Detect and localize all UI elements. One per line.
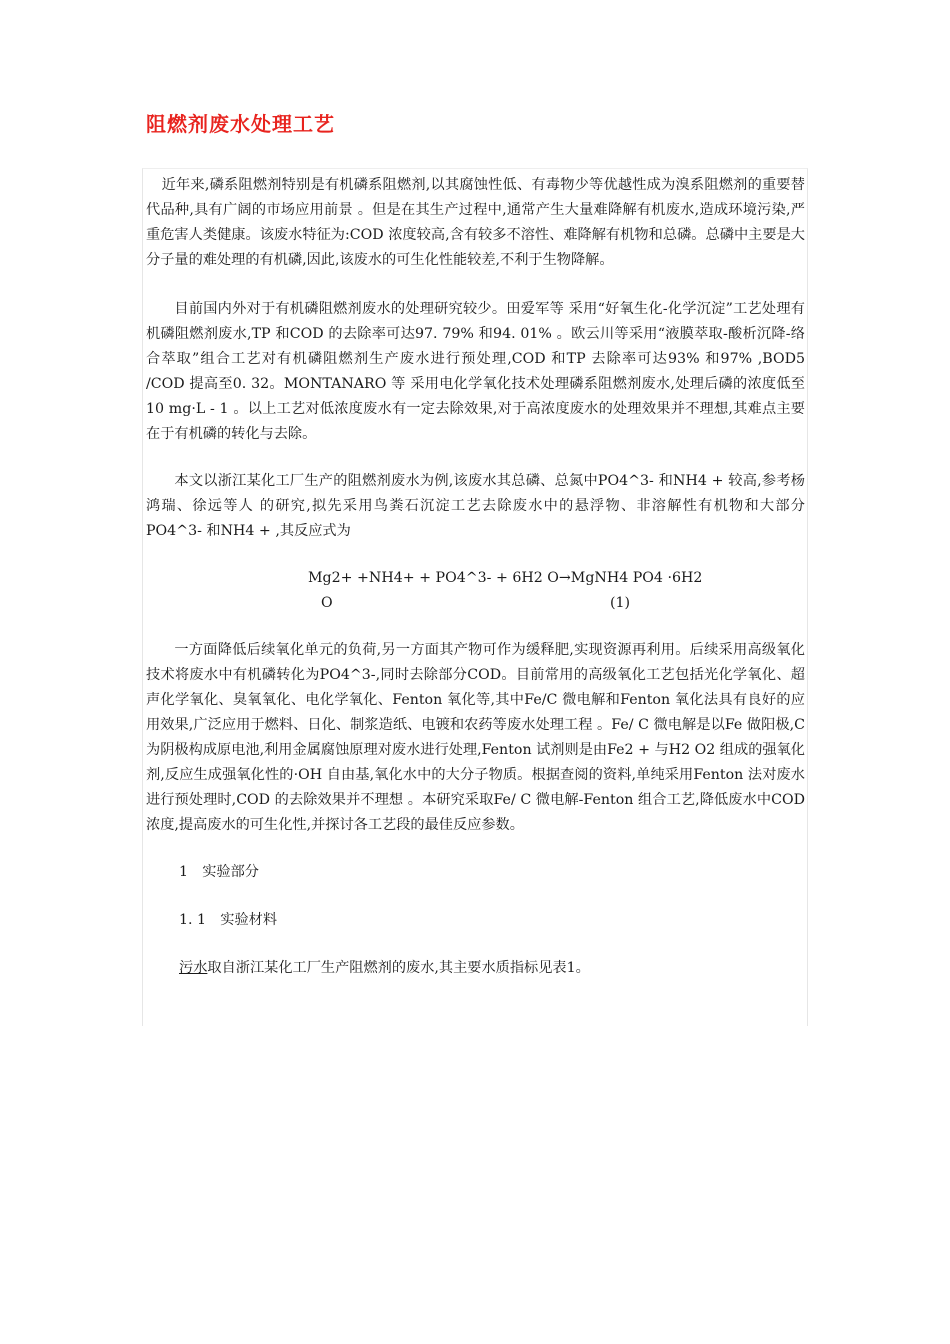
paragraph-research-status: 目前国内外对于有机磷阻燃剂废水的处理研究较少。田爱军等 采用“好氧生化-化学沉淀”工艺处理有机磷阻燃剂废水,TP 和COD 的去除率可达97. 79% 和94. 01% 。欧云川等采用“液膜萃取-酸析沉降-络合萃取”组合工艺对有机磷阻燃剂生产废水进行预处理,COD 和TP 去除率可达93% 和97% ,BOD5 /COD 提高至0. 32。MONTANARO 等 采用电化学氧化技术处理磷系阻燃剂废水,处理后磷的浓度低至10 mg·L - 1 。以上工艺对低浓度废水有一定去除效果,对于高浓度废水的处理效果并不理想,其难点主要在于有机磷的转化与去除。 (146, 301, 805, 442)
equation-number: (1) (610, 595, 631, 611)
subsection-heading-materials: 1. 1 实验材料 (179, 912, 278, 928)
reaction-formula (146, 566, 805, 616)
wastewater-link[interactable]: 污水 (179, 960, 208, 976)
section-heading-experiment: 1 实验部分 (179, 864, 259, 880)
formula-line-2: O (321, 595, 333, 611)
formula-line-1: Mg2+ +NH4+ + PO4^3- + 6H2 O→MgNH4 PO4 ·6H2 (308, 570, 703, 586)
paragraph-intro: 近年来,磷系阻燃剂特别是有机磷系阻燃剂,以其腐蚀性低、有毒物少等优越性成为溴系阻燃剂的重要替代品种,具有广阔的市场应用前景 。但是在其生产过程中,通常产生大量难降解有机废水,造成环境污染,严重危害人类健康。该废水特征为:COD 浓度较高,含有较多不溶性、难降解有机物和总磷。总磷中主要是大分子量的难处理的有机磷,因此,该废水的可生化性能较差,不利于生物降解。 (146, 177, 805, 268)
page-title: 阻燃剂废水处理工艺 (146, 112, 335, 136)
article-body (142, 168, 808, 1026)
paragraph-materials (146, 956, 805, 981)
materials-text: 取自浙江某化工厂生产阻燃剂的废水,其主要水质指标见表1。 (207, 960, 590, 976)
paragraph-method: 本文以浙江某化工厂生产的阻燃剂废水为例,该废水其总磷、总氮中PO4^3- 和NH4 + 较高,参考杨鸿瑞、徐远等人 的研究,拟先采用鸟粪石沉淀工艺去除废水中的悬浮物、非溶解性有机物和大部分PO4^3- 和NH4 + ,其反应式为 (146, 473, 805, 539)
paragraph-advanced-oxidation: 一方面降低后续氧化单元的负荷,另一方面其产物可作为缓释肥,实现资源再利用。后续采用高级氧化技术将废水中有机磷转化为PO4^3-,同时去除部分COD。目前常用的高级氧化工艺包括光化学氧化、超声化学氧化、臭氧氧化、电化学氧化、Fenton 氧化等,其中Fe/C 微电解和Fenton 氧化法具有良好的应用效果,广泛应用于燃料、日化、制浆造纸、电镀和农药等废水处理工程 。Fe/ C 微电解是以Fe 做阳极,C 为阴极构成原电池,利用金属腐蚀原理对废水进行处理,Fenton 试剂则是由Fe2 + 与H2 O2 组成的强氧化剂,反应生成强氧化性的·OH 自由基,氧化水中的大分子物质。根据查阅的资料,单纯采用Fenton 法对废水进行预处理时,COD 的去除效果并不理想 。本研究采取Fe/ C 微电解-Fenton 组合工艺,降低废水中COD浓度,提高废水的可生化性,并探讨各工艺段的最佳反应参数。 (146, 642, 805, 833)
